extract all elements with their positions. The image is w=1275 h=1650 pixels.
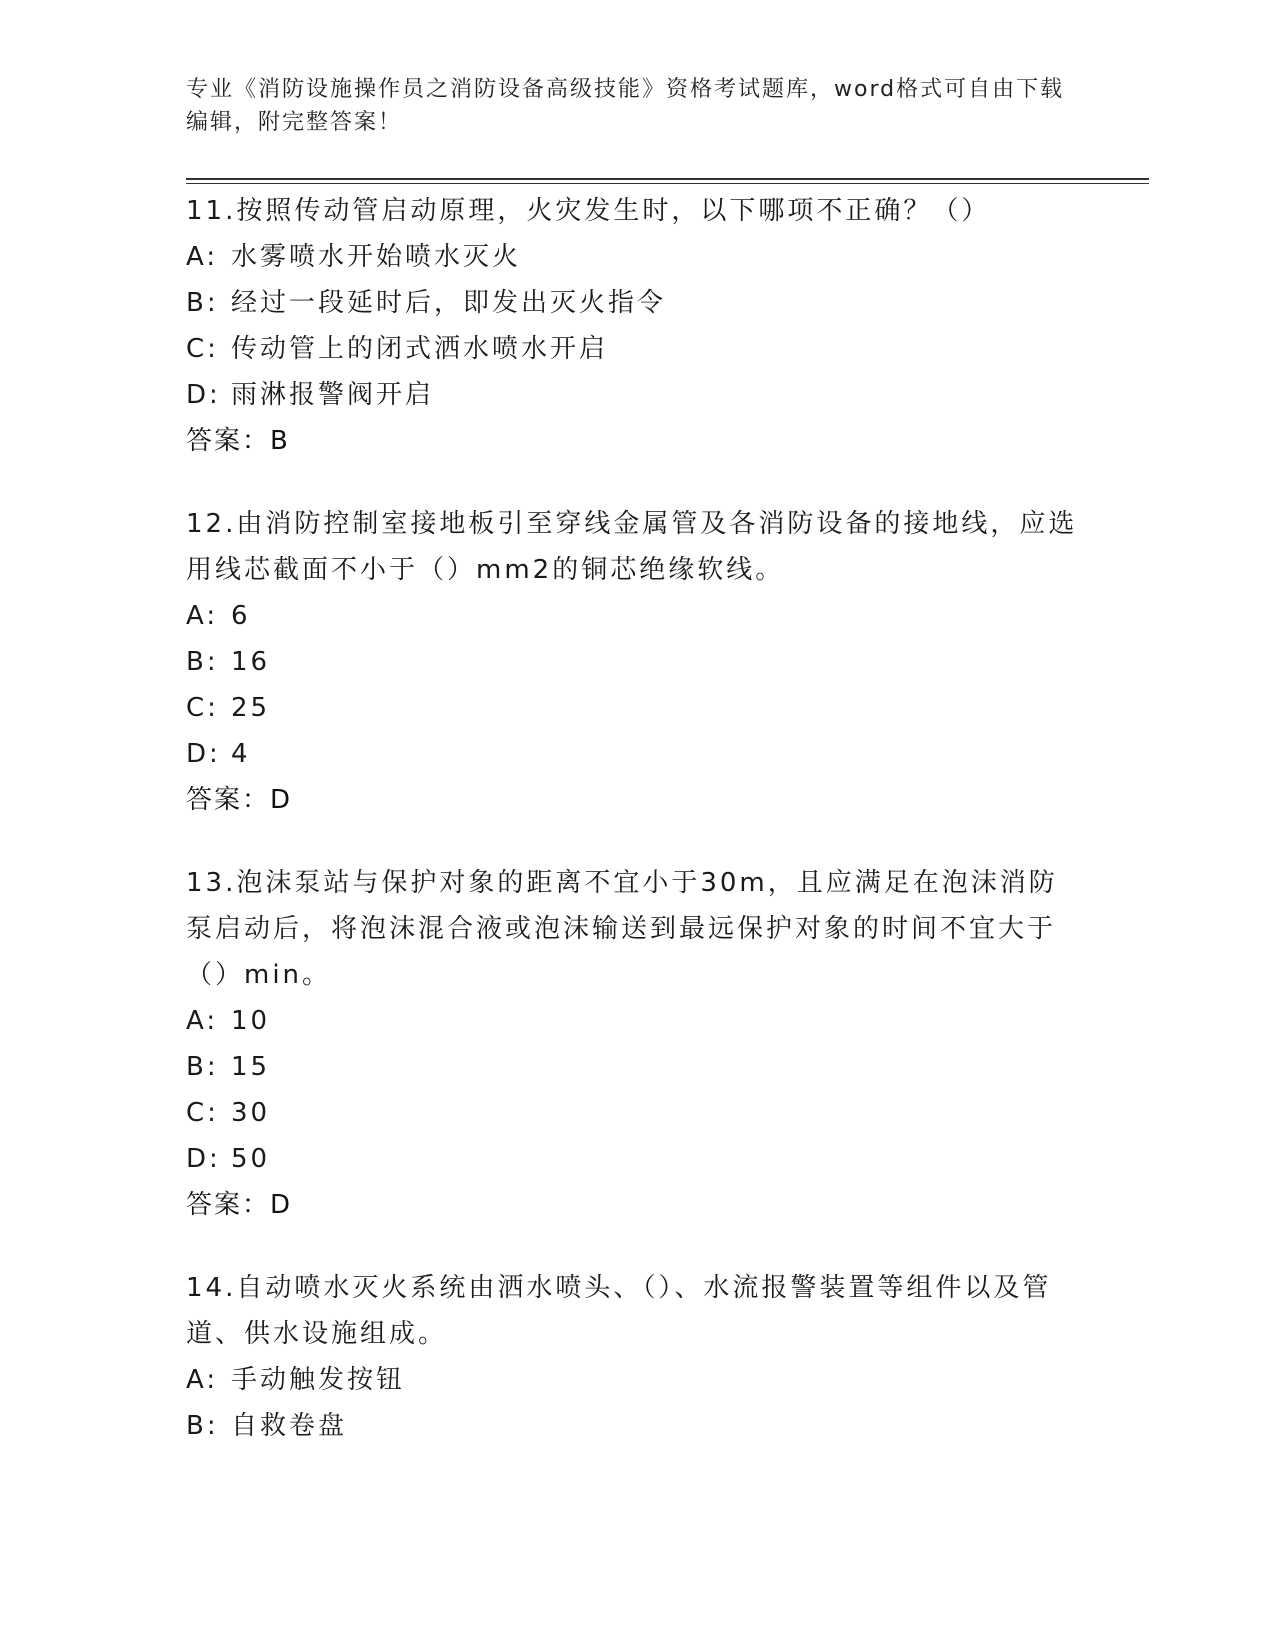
option-b (186, 1044, 1086, 1090)
option-d (186, 731, 1086, 777)
option-a (186, 1357, 1086, 1403)
question-list (186, 188, 1086, 1486)
option-key: C: (186, 334, 219, 364)
option-key: B: (186, 1411, 219, 1441)
option-text: 16 (231, 647, 271, 677)
option-text: 25 (231, 693, 271, 723)
option-text: 15 (231, 1052, 271, 1082)
option-text: 手动触发按钮 (231, 1365, 406, 1395)
option-a (186, 234, 1086, 280)
document-header: 专业《消防设施操作员之消防设备高级技能》资格考试题库，word格式可自由下载编辑，附完整答案！ (186, 77, 1065, 135)
option-text: 50 (231, 1144, 271, 1174)
question-text: 12.由消防控制室接地板引至穿线金属管及各消防设备的接地线，应选用线芯截面不小于（）mm2的铜芯绝缘软线。 (186, 509, 1078, 585)
option-a (186, 998, 1086, 1044)
option-key: B: (186, 288, 219, 318)
option-b (186, 1403, 1086, 1449)
option-key: A: (186, 242, 219, 272)
option-text: 经过一段延时后，即发出灭火指令 (231, 288, 667, 318)
option-text: 水雾喷水开始喷水灭火 (231, 242, 522, 272)
option-key: D: (186, 380, 221, 410)
option-d (186, 372, 1086, 418)
question-13 (186, 860, 1086, 1228)
option-c (186, 326, 1086, 372)
option-key: B: (186, 647, 219, 677)
option-text: 6 (231, 601, 251, 631)
answer-line: 答案：D (186, 1190, 293, 1220)
answer-line: 答案：D (186, 785, 293, 815)
option-text: 10 (231, 1006, 271, 1036)
question-text: 14.自动喷水灭火系统由洒水喷头、（）、水流报警装置等组件以及管道、供水设施组成。 (186, 1273, 1052, 1349)
option-a (186, 593, 1086, 639)
answer-line: 答案：B (186, 426, 290, 456)
option-d (186, 1136, 1086, 1182)
question-11 (186, 188, 1086, 464)
option-key: D: (186, 1144, 221, 1174)
option-key: C: (186, 1098, 219, 1128)
option-text: 4 (231, 739, 251, 769)
option-c (186, 685, 1086, 731)
question-text: 13.泡沫泵站与保护对象的距离不宜小于30m，且应满足在泡沫消防泵启动后，将泡沫混合液或泡沫输送到最远保护对象的时间不宜大于（）min。 (186, 868, 1058, 990)
option-text: 传动管上的闭式洒水喷水开启 (231, 334, 609, 364)
option-key: B: (186, 1052, 219, 1082)
header-rule-thick (186, 178, 1149, 180)
option-text: 自救卷盘 (231, 1411, 348, 1441)
header-rule-thin (186, 183, 1149, 184)
option-key: D: (186, 739, 221, 769)
option-b (186, 639, 1086, 685)
option-b (186, 280, 1086, 326)
question-12 (186, 501, 1086, 823)
question-14 (186, 1265, 1086, 1449)
option-key: A: (186, 1006, 219, 1036)
option-key: C: (186, 693, 219, 723)
option-key: A: (186, 1365, 219, 1395)
question-text: 11.按照传动管启动原理，火灾发生时，以下哪项不正确？（） (186, 196, 991, 226)
option-c (186, 1090, 1086, 1136)
option-text: 30 (231, 1098, 271, 1128)
option-key: A: (186, 601, 219, 631)
option-text: 雨淋报警阀开启 (231, 380, 435, 410)
